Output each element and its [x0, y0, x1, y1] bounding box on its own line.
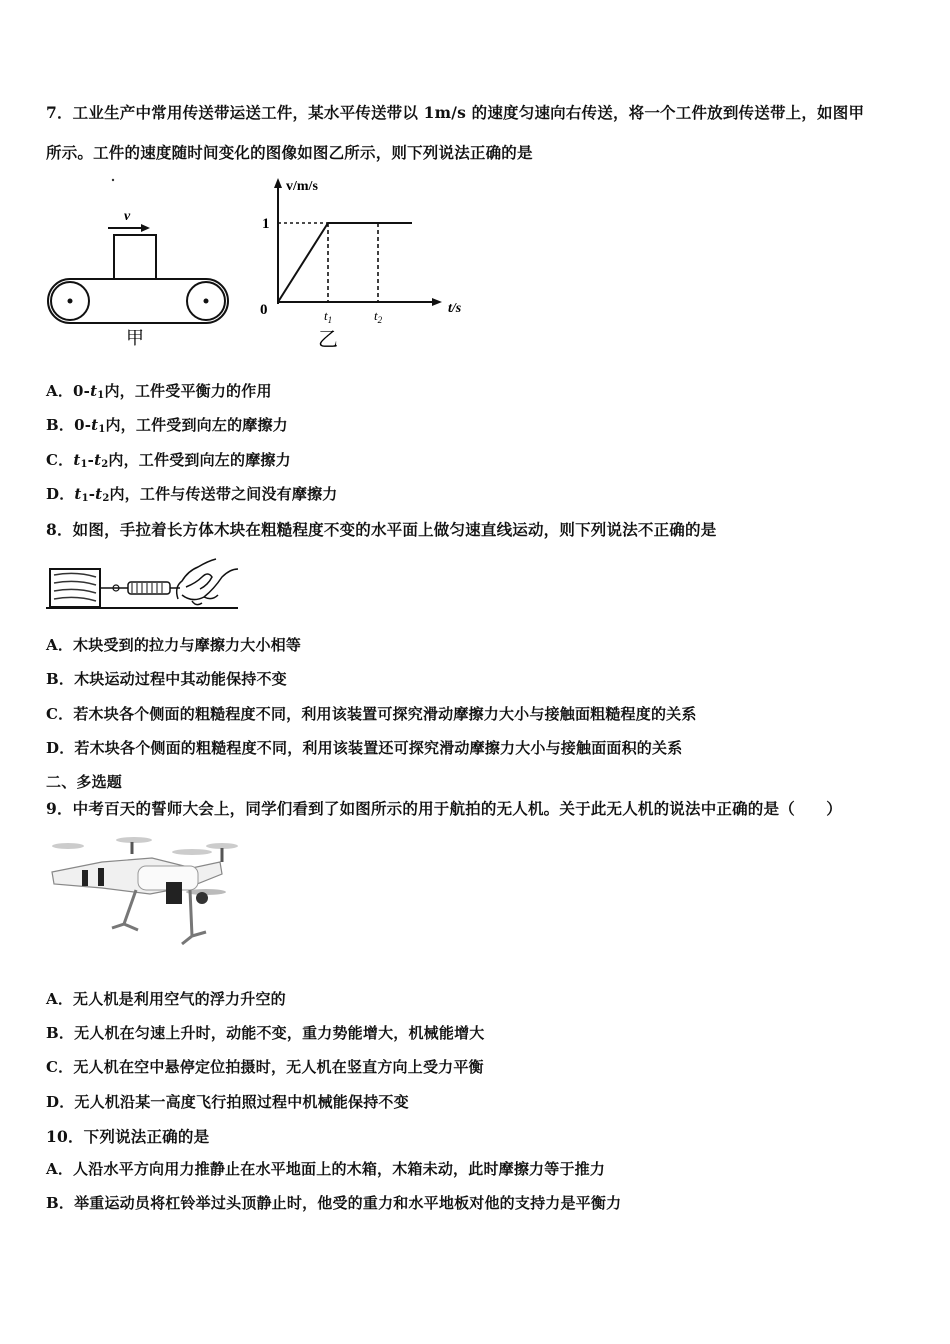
option-text: 内，工件与传送带之间没有摩擦力 — [109, 485, 338, 503]
option-var2: t — [94, 451, 102, 469]
q9-option-d: D．无人机沿某一高度飞行拍照过程中机械能保持不变 — [46, 1093, 409, 1111]
velocity-curve — [278, 223, 412, 302]
option-sub: 1 — [80, 459, 88, 470]
q7-option-c — [46, 449, 291, 470]
x-axis-label: t/s — [448, 301, 462, 316]
t2-var: t — [374, 308, 378, 323]
y-axis-arrow-icon — [274, 178, 282, 188]
option-var2: t — [95, 485, 103, 503]
conveyor-belt-figure — [40, 172, 240, 352]
option-letter: A． — [46, 382, 74, 400]
y-axis-label: v/m/s — [286, 179, 318, 194]
workpiece-block — [114, 235, 156, 279]
x-axis-arrow-icon — [432, 298, 442, 306]
q7-stem-line2: 所示。工件的速度随时间变化的图像如图乙所示，则下列说法正确的是 — [46, 143, 533, 162]
drone-figure — [42, 832, 242, 952]
dot-mark — [112, 179, 114, 181]
q8-option-d: D．若木块各个侧面的粗糙程度不同，利用该装置还可探究滑动摩擦力大小与接触面面积的关系 — [46, 739, 683, 757]
option-text: 内，工件受平衡力的作用 — [104, 382, 272, 400]
arrow-head-icon — [141, 224, 150, 232]
option-letter: C． — [46, 451, 74, 469]
q7-stem-line1: 7．工业生产中常用传送带运送工件，某水平传送带以 1m/s 的速度匀速向右传送，将一个工件放到传送带上，如图甲 — [46, 103, 865, 122]
q10-stem: 10．下列说法正确的是 — [46, 1127, 210, 1146]
figure-caption-yi: 乙 — [318, 327, 338, 351]
option-pre: 0- — [73, 382, 91, 400]
q7-option-b — [46, 414, 288, 435]
q9-stem: 9．中考百天的誓师大会上，同学们看到了如图所示的用于航拍的无人机。关于此无人机的说法中正确的是（ ） — [46, 799, 842, 818]
y-tick-1: 1 — [262, 216, 270, 232]
option-var: t — [90, 382, 98, 400]
option-sub: 1 — [97, 390, 105, 401]
q8-option-c: C．若木块各个侧面的粗糙程度不同，利用该装置可探究滑动摩擦力大小与接触面粗糙程度的关系 — [46, 705, 697, 723]
option-text: 内，工件受到向左的摩擦力 — [108, 451, 291, 469]
q8-option-a: A．木块受到的拉力与摩擦力大小相等 — [46, 636, 302, 654]
t2-label — [374, 308, 383, 325]
option-sub2: 2 — [101, 459, 109, 470]
t2-sub: 2 — [377, 315, 383, 325]
arm-stripe — [98, 868, 104, 886]
q10-option-b: B．举重运动员将杠铃举过头顶静止时，他受的重力和水平地板对他的支持力是平衡力 — [46, 1194, 622, 1212]
option-var: t — [91, 416, 99, 434]
option-sub: 1 — [81, 493, 89, 504]
t1-sub: 1 — [327, 315, 333, 325]
t1-var: t — [324, 308, 328, 323]
option-sub2: 2 — [102, 493, 110, 504]
option-text: 内，工件受到向左的摩擦力 — [105, 416, 288, 434]
option-letter: B． — [46, 416, 75, 434]
option-sub: 1 — [98, 424, 106, 435]
spring-scale — [128, 582, 170, 594]
propeller-icon — [172, 849, 212, 855]
hand-pulling-block-figure — [46, 555, 242, 615]
option-letter: D． — [46, 485, 75, 503]
option-var: t — [73, 451, 81, 469]
option-var: t — [74, 485, 82, 503]
q10-option-a: A．人沿水平方向用力推静止在水平地面上的木箱，木箱未动，此时摩擦力等于推力 — [46, 1160, 606, 1178]
section-heading: 二、多选题 — [46, 773, 123, 791]
left-pulley-axle — [68, 299, 73, 304]
t1-label — [324, 308, 332, 325]
spring-scale-ticks — [132, 583, 162, 593]
velocity-time-graph — [252, 172, 482, 352]
q7-option-a — [46, 380, 272, 401]
option-pre: 0- — [74, 416, 92, 434]
q8-stem: 8．如图，手拉着长方体木块在粗糙程度不变的水平面上做匀速直线运动，则下列说法不正确的是 — [46, 520, 717, 539]
velocity-label: v — [124, 209, 131, 224]
right-pulley-axle — [204, 299, 209, 304]
option-mid: - — [87, 451, 95, 469]
gimbal-camera — [166, 882, 182, 904]
propeller-icon — [52, 843, 84, 849]
option-mid: - — [88, 485, 96, 503]
q8-option-b: B．木块运动过程中其动能保持不变 — [46, 670, 287, 688]
origin-label: 0 — [260, 302, 268, 318]
figure-caption-jia: 甲 — [126, 328, 144, 349]
landing-gear — [112, 890, 206, 944]
arm-stripe — [82, 870, 88, 886]
motor — [196, 892, 208, 904]
hand-icon — [177, 559, 238, 605]
q7-option-d — [46, 483, 338, 504]
q9-option-b: B．无人机在匀速上升时，动能不变，重力势能增大，机械能增大 — [46, 1024, 485, 1042]
q9-option-a: A．无人机是利用空气的浮力升空的 — [46, 990, 286, 1008]
propeller-icon — [116, 837, 152, 843]
q9-option-c: C．无人机在空中悬停定位拍摄时，无人机在竖直方向上受力平衡 — [46, 1058, 484, 1076]
